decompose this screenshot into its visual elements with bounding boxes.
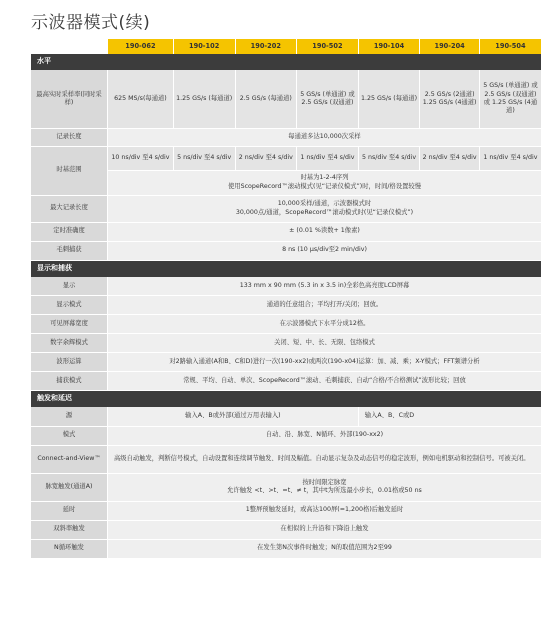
row-label: 记录长度 bbox=[31, 128, 108, 146]
cell-value: 在示波器模式下水平分成12格。 bbox=[108, 315, 542, 334]
model-header: 190-062 bbox=[108, 39, 174, 54]
cell-value: 在发生第N次事件时触发；N的取值范围为2至99 bbox=[108, 539, 542, 558]
cell-value: 133 mm x 90 mm (5.3 in x 3.5 in)全彩色高亮度LCD屏幕 bbox=[108, 277, 542, 296]
cell-value: 1整屏预触发延时，或高达100屏(=1,200格)后触发延时 bbox=[108, 501, 542, 520]
row-label: 模式 bbox=[31, 426, 108, 445]
cell-value: 5 ns/div 至4 s/div bbox=[358, 146, 420, 170]
cell-value: 2 ns/div 至4 s/div bbox=[235, 146, 297, 170]
row-dual-slope bbox=[31, 520, 541, 539]
cell-value-4ch: 输入A、B、C或D bbox=[358, 407, 541, 426]
row-label: 源 bbox=[31, 407, 108, 426]
max-record-line-2: 30,000点/通道，ScopeRecord™滚动模式时(见“记录仪模式”) bbox=[235, 208, 414, 216]
spec-table bbox=[31, 39, 541, 559]
row-timebase bbox=[31, 146, 541, 170]
row-label: 最大记录长度 bbox=[31, 195, 108, 222]
cell-value: 高级自动触发，判断信号模式，自动设置和连续调节触发、时间及幅值。自动显示复杂及动态信号的稳定波形，例如电机驱动和控制信号。可被关闭。 bbox=[108, 445, 542, 473]
cell-value: 5 GS/s (单通道) 或 2.5 GS/s (双通道) 或 1.25 GS/s (4通道) bbox=[479, 70, 541, 128]
model-header: 190-204 bbox=[420, 39, 480, 54]
row-label: Connect-and-View™ bbox=[31, 445, 108, 473]
cell-value: 在相似的上升沿和下降沿上触发 bbox=[108, 520, 542, 539]
max-record-line-1: 10,000采样/通道，示波器模式时 bbox=[277, 200, 372, 208]
row-display-mode bbox=[31, 296, 541, 315]
model-header: 190-504 bbox=[479, 39, 541, 54]
cell-value: 常规、平均、自动、单次、ScopeRecord™滚动、毛刺捕获、自动“合格/不合格测试”波形比较；回放 bbox=[108, 372, 542, 391]
row-label: 可见屏幕宽度 bbox=[31, 315, 108, 334]
row-timebase-notes bbox=[31, 170, 541, 195]
page-title: 示波器模式(续) bbox=[31, 13, 151, 33]
model-header-row bbox=[31, 39, 541, 54]
row-label: 显示模式 bbox=[31, 296, 108, 315]
row-glitch bbox=[31, 241, 541, 260]
row-label: 延时 bbox=[31, 501, 108, 520]
model-header: 190-104 bbox=[358, 39, 420, 54]
row-visible-width bbox=[31, 315, 541, 334]
row-label: 数字余辉模式 bbox=[31, 334, 108, 353]
cell-value bbox=[108, 195, 542, 222]
cell-value: 每通道多达10,000次采样 bbox=[108, 128, 542, 146]
cell-value: 1 ns/div 至4 s/div bbox=[479, 146, 541, 170]
cell-value bbox=[108, 170, 542, 195]
cell-value: 对2路输入通道(A和B、C和D)进行一次(190-xx2)或两次(190-x04)运算：加、减、乘；X-Y模式；FFT频谱分析 bbox=[108, 353, 542, 372]
row-connect-and-view bbox=[31, 445, 541, 473]
cell-value: 5 GS/s (单通道) 或2.5 GS/s (双通道) bbox=[297, 70, 359, 128]
cell-value: 2 ns/div 至4 s/div bbox=[420, 146, 480, 170]
cell-value: 2.5 GS/s (每通道) bbox=[235, 70, 297, 128]
row-math bbox=[31, 353, 541, 372]
pulse-line-2: 允许触发 <t、>t、=t、≠ t，其中t为所选最小步长，0.01格或50 ns bbox=[227, 487, 422, 494]
row-delay bbox=[31, 501, 541, 520]
header-blank bbox=[31, 39, 108, 54]
row-label: 定时准确度 bbox=[31, 222, 108, 241]
row-persistence bbox=[31, 334, 541, 353]
row-acquisition bbox=[31, 372, 541, 391]
row-source bbox=[31, 407, 541, 426]
row-mode bbox=[31, 426, 541, 445]
cell-value: 1.25 GS/s (每通道) bbox=[173, 70, 235, 128]
cell-value: 10 ns/div 至4 s/div bbox=[108, 146, 174, 170]
model-header: 190-202 bbox=[235, 39, 297, 54]
row-record-length bbox=[31, 128, 541, 146]
cell-value: 通道的任意组合；平均打开/关闭；回放。 bbox=[108, 296, 542, 315]
row-pulse-trigger bbox=[31, 473, 541, 501]
cell-value: 5 ns/div 至4 s/div bbox=[173, 146, 235, 170]
row-display bbox=[31, 277, 541, 296]
model-header: 190-102 bbox=[173, 39, 235, 54]
cell-value: 1 ns/div 至4 s/div bbox=[297, 146, 359, 170]
cell-value bbox=[108, 473, 542, 501]
cell-value: 625 MS/s(每通道) bbox=[108, 70, 174, 128]
row-n-cycle bbox=[31, 539, 541, 558]
row-label: 捕获模式 bbox=[31, 372, 108, 391]
row-label: 时基范围 bbox=[31, 146, 108, 195]
section-horizontal: 水平 bbox=[31, 54, 541, 70]
section-trigger: 触发和延迟 bbox=[31, 391, 541, 408]
section-display: 显示和捕获 bbox=[31, 260, 541, 277]
row-timing-accuracy bbox=[31, 222, 541, 241]
row-label: 波形运算 bbox=[31, 353, 108, 372]
row-label: 脉宽触发(通道A) bbox=[31, 473, 108, 501]
model-header: 190-502 bbox=[297, 39, 359, 54]
row-label: 显示 bbox=[31, 277, 108, 296]
cell-value: 1.25 GS/s (每通道) bbox=[358, 70, 420, 128]
cell-value: ± (0.01 %读数+ 1像素) bbox=[108, 222, 542, 241]
pulse-line-1: 按时间限定脉宽 bbox=[302, 478, 347, 486]
row-label: 双斜率触发 bbox=[31, 520, 108, 539]
timebase-note-1: 时基为1-2-4序列 bbox=[300, 174, 349, 182]
row-label: 毛刺捕获 bbox=[31, 241, 108, 260]
cell-value: 2.5 GS/s (2通道) 1.25 GS/s (4通道) bbox=[420, 70, 480, 128]
cell-value: 关闭、短、中、长、无限、包络模式 bbox=[108, 334, 542, 353]
row-label: N循环触发 bbox=[31, 539, 108, 558]
cell-value: 8 ns (10 μs/div至2 min/div) bbox=[108, 241, 542, 260]
cell-value: 自动、沿、脉宽、N循环、外部(190-xx2) bbox=[108, 426, 542, 445]
row-label: 最高实时采样率(同时采样) bbox=[31, 70, 108, 128]
timebase-note-2: 使用ScopeRecord™滚动模式(见“记录仪模式”)时，时间/格设置较慢 bbox=[227, 182, 422, 190]
row-max-record bbox=[31, 195, 541, 222]
cell-value-2ch: 输入A、B或外部(通过万用表输入) bbox=[108, 407, 359, 426]
row-sample-rate bbox=[31, 70, 541, 128]
